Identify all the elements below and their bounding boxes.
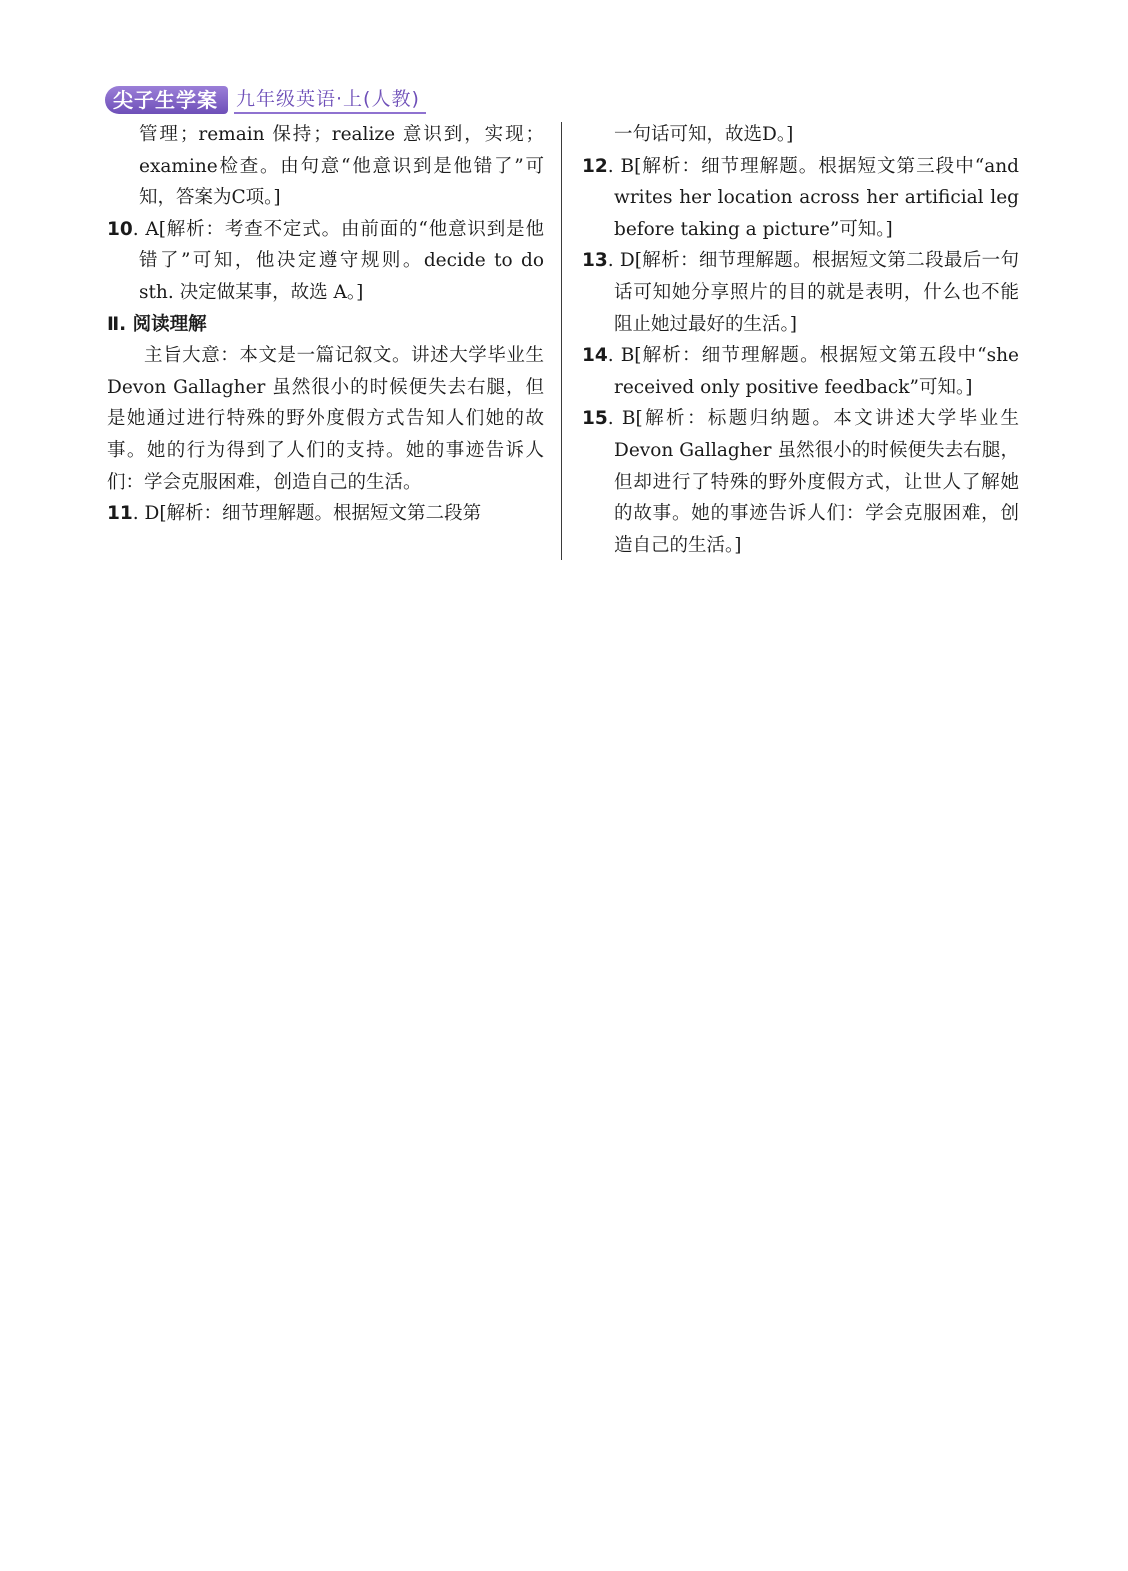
answer-text: . A[解析：考查不定式。由前面的“他意识到是他错了”可知，他决定遵守规则。decide to do sth. 决定做某事，故选 A。] [132, 218, 544, 303]
answer-number: 10 [107, 218, 133, 240]
left-column [107, 119, 544, 530]
page-header [105, 84, 426, 114]
answer-item-14 [582, 340, 1019, 403]
column-divider [561, 122, 562, 560]
right-column [582, 119, 1019, 561]
answer-item-12 [582, 151, 1019, 246]
answer-number: 13 [582, 250, 608, 272]
answer-continuation: 一句话可知，故选D。] [614, 124, 794, 145]
answer-number: 11 [107, 503, 133, 525]
answer-item-15 [582, 403, 1019, 561]
brand-badge: 尖子生学案 [105, 86, 228, 114]
answer-text: . B[解析：细节理解题。根据短文第三段中“and writes her location across her artificial leg before taking a picture”可知。] [607, 155, 1019, 240]
answer-number: 14 [582, 345, 608, 367]
answer-item-13 [582, 245, 1019, 340]
answer-continuation: 管理；remain 保持；realize 意识到，实现；examine检查。由句意“他意识到是他错了”可知，答案为C项。] [139, 124, 544, 209]
answer-text: . D[解析：细节理解题。根据短文第二段最后一句话可知她分享照片的目的就是表明，什么也不能阻止她过最好的生活。] [607, 250, 1019, 335]
main-idea-paragraph: 主旨大意：本文是一篇记叙文。讲述大学毕业生 Devon Gallagher 虽然很小的时候便失去右腿，但是她通过进行特殊的野外度假方式告知人们她的故事。她的行为得到了人们的支持。她的事迹告诉人们：学会克服困难，创造自己的生活。 [107, 345, 544, 493]
answer-text: . B[解析：标题归纳题。本文讲述大学毕业生 Devon Gallagher 虽然很小的时候便失去右腿，但却进行了特殊的野外度假方式，让世人了解她的故事。她的事迹告诉人们：学会克服困难，创造自己的生活。] [607, 408, 1019, 556]
answer-text: . B[解析：细节理解题。根据短文第五段中“she received only positive feedback”可知。] [607, 345, 1019, 398]
book-title: 九年级英语·上(人教) [234, 87, 426, 114]
answer-number: 12 [582, 155, 608, 177]
answer-item-11 [107, 498, 544, 530]
answer-text: . D[解析：细节理解题。根据短文第二段第 [132, 503, 482, 525]
answer-item-10 [107, 214, 544, 309]
section-heading: Ⅱ. 阅读理解 [107, 313, 207, 335]
answer-number: 15 [582, 408, 608, 430]
